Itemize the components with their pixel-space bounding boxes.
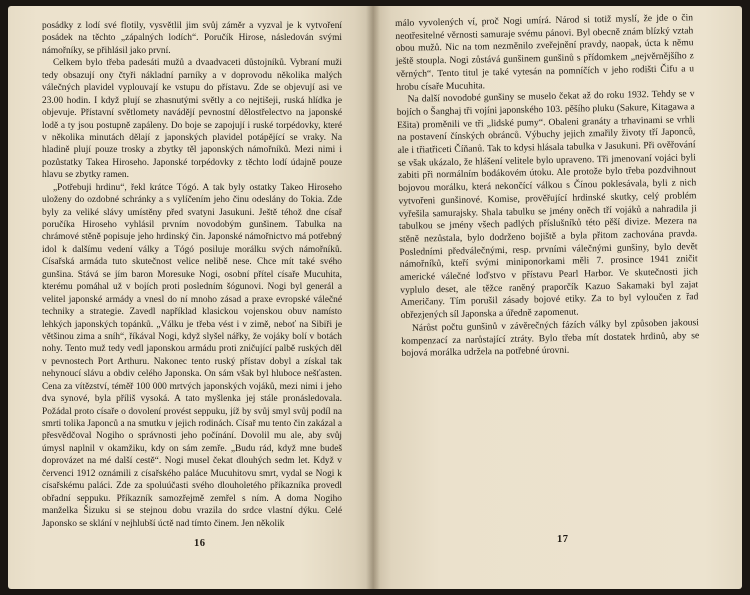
book-gutter [366, 6, 380, 589]
paragraph: málo vyvolených ví, proč Nogi umírá. Národ si totiž myslí, že jde o čin neotřesitelné věrnosti samuraje svému pánovi. Byl obecně znám blízký vztah obou mužů. Nic na tom nezměnilo zveřejnění pravdy, naopak, úcta k němu ještě stoupla. Nogi zůstává gunšinem gunšinů s přídomkem „nejvěrnějšího z věrných“. Tento titul je také vytesán na pomníčích v jeho rodišti Čifu a u hrobu císaře Mucuhita. [395, 12, 695, 93]
right-page [373, 6, 742, 589]
paragraph: Nárůst počtu gunšinů v závěrečných fázích války byl způsoben jakousi kompenzací za narůstající ztráty. Bylo třeba mít dostatek hrdinů, aby se bojová morálka udržela na potřebné úrovni. [401, 317, 700, 360]
paragraph: Na další novodobé gunšiny se muselo čekat až do roku 1932. Tehdy se v bojích o Šanghaj tři vojíni japonského 103. pěšího pluku (Sakure, Kitagawa a Ešita) proměnili ve tři „lidské pumy“. Obaleni granáty a trhavinami se vrhli na postavení čínských obránců. Výbuchy jejich zmařily životy tří Japonců, ale i třiatřiceti Číňanů. Tak to kdysi hlásala tabulka v Jasukuni. Při ověřování se však ukázalo, že hlášení velitele bylo upraveno. Tři jmenovaní vojáci byli zabiti při normálním bodákovém útoku. Ale protože bylo třeba pozdvihnout bojovou morálku, která nekončící válkou s Čínou poklesávala, byli z nich vytvořeni gunšinové. Komise, prověřující hrdinské skutky, celý problém vyřešila samurajsky. Shala tabulku se jmény oněch tří vojáků a nahradila ji tabulkou se jmény všech padlých příslušníků této pěší divize. Mezera na stěně nezůstala, bylo dodrženo bojiště a byla přitom zachována pravda. Posledními předválečnými, resp. prvními válečnými gunšiny, bylo devět námořníků, kteří svými miniponorkami měli 7. prosince 1941 zničit americké válečné loďstvo v přístavu Pearl Harbor. Ve skutečnosti jich vyplulo deset, ale těžce raněný praporčík Kazuo Sakamaki byl zajat Američany. Tím porušil zásady bojové etiky. Za to byl vyloučen z řad obřezjených síl Japonska a úředně zapomenut. [396, 88, 699, 322]
left-page [8, 6, 373, 589]
left-page-text [42, 20, 342, 530]
paragraph: „Potřebuji hrdinu“, řekl krátce Tógó. A tak byly ostatky Takeo Hiroseho uloženy do ozdobné schránky a s vylíčením jeho činu odeslány do Tokia. Zde byly za veliké slávy umístěny před svatyni Jasukuni. Ještě téhož dne císař poručíka Hiroseho vyhlásil prvním novodobým gunšinem. Tabulka na chrámové stěně popisuje jeho hrdinský čin. Japonské námořnictvo má potřebný idol k dalšímu vedení války a Tógó posiluje morálku svých námořníků. Císařská armáda tuto skutečnost velice nelibě nese. Chce mít také svého gunšina. Stává se jím baron Moresuke Nogi, osobní přítel císaře Mucuhita, kterému pomáhal už v bojích proti posledním šógunovi. Nogi byl generál a velitel japonské armády a vnesl do ní mnoho zásad a praxe evropské válečné techniky a strategie. Zavedl například klasickou vojenskou obuv namísto lehkých japonských topánků. „Válku je třeba vést i v zimě, neboť na Sibiři je většinou zima a sníh“, říkával Nogi, když slyšel nářky, že vojáky bolí v botách nohy. Tento muž tedy vedl japonskou armádu proti zničující palbě ruských děl v pevnostech Port Arthuru. Nakonec tento ruský přístav dobyl a získal tak nehynoucí slávu a obdiv celého Japonska. On sám však byl hluboce nešťasten. Cena za vítězství, téměř 100 000 mrtvých japonských vojáků, mezi nimi i jeho dva synové, byla příliš vysoká. A tato myšlenka jej stále pronásledovala. Požádal proto císaře o dovolení provést seppuku, jíž by svůj smyl svůj podíl na smrti tolika Japonců a na smutku v jejich rodinách. Císař mu tento čin zakázal a přesvědčoval Nogiho o správnosti jeho počínání. Dovolil mu ale, aby svůj úmysl naplnil v okamžiku, kdy on sám zemře. „Budu rád, když mne budeš doprovázet na mé další cestě“. Nogi musel čekat dlouhých sedm let. Když v červenci 1912 oznámili z císařského paláce Mucuhitovu smrt, vydal se Nogi k císařskému paláci. Zde za spoluúčasti svého dlouholetého příkazníka provedl obřadní seppuku. Příkazník samozřejmě zemřel s ním. A doma Nogiho manželka Šizuku si se stejnou dobu vrazila do srdce vlastní dýku. Celé Japonsko se sklání v nejhlubší úctě nad tímto činem. Jen několik [42, 182, 342, 529]
paragraph: posádky z lodí své flotily, vysvětlil jim svůj záměr a vyzval je k vytvoření posádek na těchto „zápalných lodích“. Poručík Hirose, následován svými námořníky, se přihlásil jako první. [42, 21, 342, 56]
paragraph: Celkem bylo třeba padesáti mužů a dvaadvaceti důstojníků. Vybraní muži tedy obsazují ony čtyři nákladní parníky a v doprovodu několika malých válečných plavidel vyplouvají ke vstupu do přístavu. Zde se objevují asi ve 23.00 hodin. I když plují se zhasnutými světly a co nejtišeji, ruská hlídka je objevuje. Přístavní světlomety navádějí pevnostní dělostřelectvo na japonské lodě a ty jsou postupně zapáleny. Do boje se zapojují i ruské torpédovky, které v několika minutách dělají z japonských plavidel potápějící se vraky. Na hladině plují pouze trosky a zbytky těl japonských námořníků. Mezi nimi i pozůstatky Takea Hiroseho. Japonské torpédovky z těchto lodí údajně pouze hlavu se zbytky ramen. [42, 58, 342, 181]
right-page-text [395, 12, 700, 361]
page-number-right: 17 [557, 534, 569, 545]
page-number-left: 16 [194, 538, 206, 549]
book-spread [8, 6, 742, 589]
